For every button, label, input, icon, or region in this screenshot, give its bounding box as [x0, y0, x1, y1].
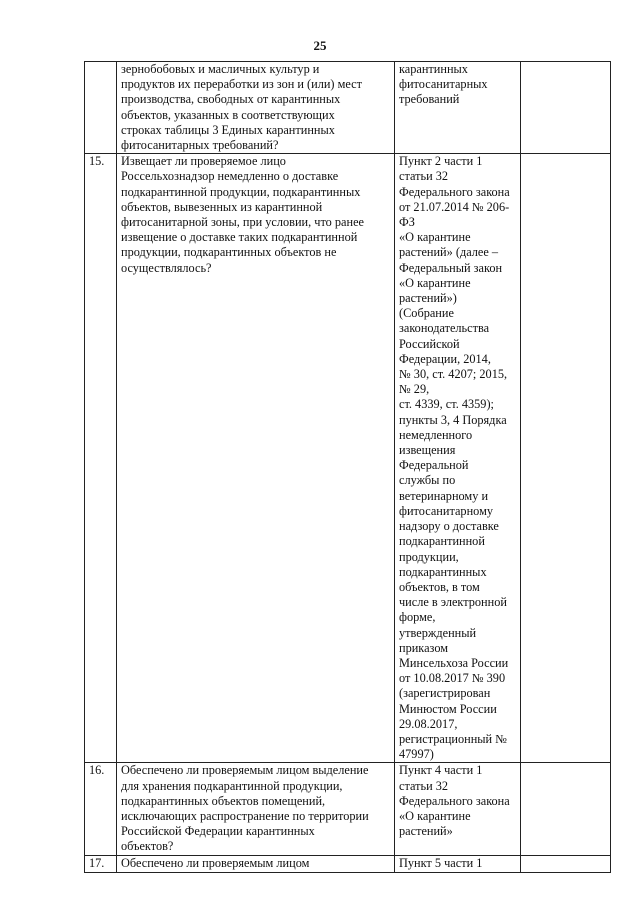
answer-cell — [521, 855, 611, 872]
row-number: 15. — [85, 154, 117, 763]
legal-reference-cell: Пункт 4 части 1 статьи 32 Федерального закона «О карантине растений» — [395, 763, 521, 855]
answer-cell — [521, 62, 611, 154]
legal-reference-cell: Пункт 2 части 1 статьи 32 Федерального закона от 21.07.2014 № 206- ФЗ «О карантине растений» (далее – Федеральный закон «О карантине растений») (Собрание законодательства Российской Федерации, 2014, № 30, ст. 4207; 2015, № 29, ст. 4339, ст. 4359); пункты 3, 4 Порядка немедленного извещения Федеральной службы по ветеринарному и фитосанитарному надзору о доставке подкарантинной продукции, подкарантинных объектов, в том числе в электронной форме, утвержденный приказом Минсельхоза России от 10.08.2017 № 390 (зарегистрирован Минюстом России 29.08.2017, регистрационный № 47997) — [395, 154, 521, 763]
checklist-table — [84, 61, 611, 873]
question-cell: Извещает ли проверяемое лицо Россельхознадзор немедленно о доставке подкарантинной продукции, подкарантинных объектов, вывезенных из карантинной фитосанитарной зоны, при условии, что ранее извещение о доставке таких подкарантинной продукции, подкарантинных объектов не осуществлялось? — [117, 154, 395, 763]
table-row — [85, 154, 611, 763]
answer-cell — [521, 763, 611, 855]
question-cell: зернобобовых и масличных культур и продуктов их переработки из зон и (или) мест производства, свободных от карантинных объектов, указанных в соответствующих строках таблицы 3 Единых карантинных фитосанитарных требований? — [117, 62, 395, 154]
answer-cell — [521, 154, 611, 763]
table-row — [85, 62, 611, 154]
table-row — [85, 763, 611, 855]
page-number: 25 — [313, 38, 327, 53]
legal-reference-cell: карантинных фитосанитарных требований — [395, 62, 521, 154]
table-row — [85, 855, 611, 872]
question-cell: Обеспечено ли проверяемым лицом — [117, 855, 395, 872]
row-number: 17. — [85, 855, 117, 872]
legal-reference-cell: Пункт 5 части 1 — [395, 855, 521, 872]
row-number: 16. — [85, 763, 117, 855]
row-number — [85, 62, 117, 154]
question-cell: Обеспечено ли проверяемым лицом выделение для хранения подкарантинной продукции, подкарантинных объектов помещений, исключающих распространение по территории Российской Федерации карантинных объектов? — [117, 763, 395, 855]
